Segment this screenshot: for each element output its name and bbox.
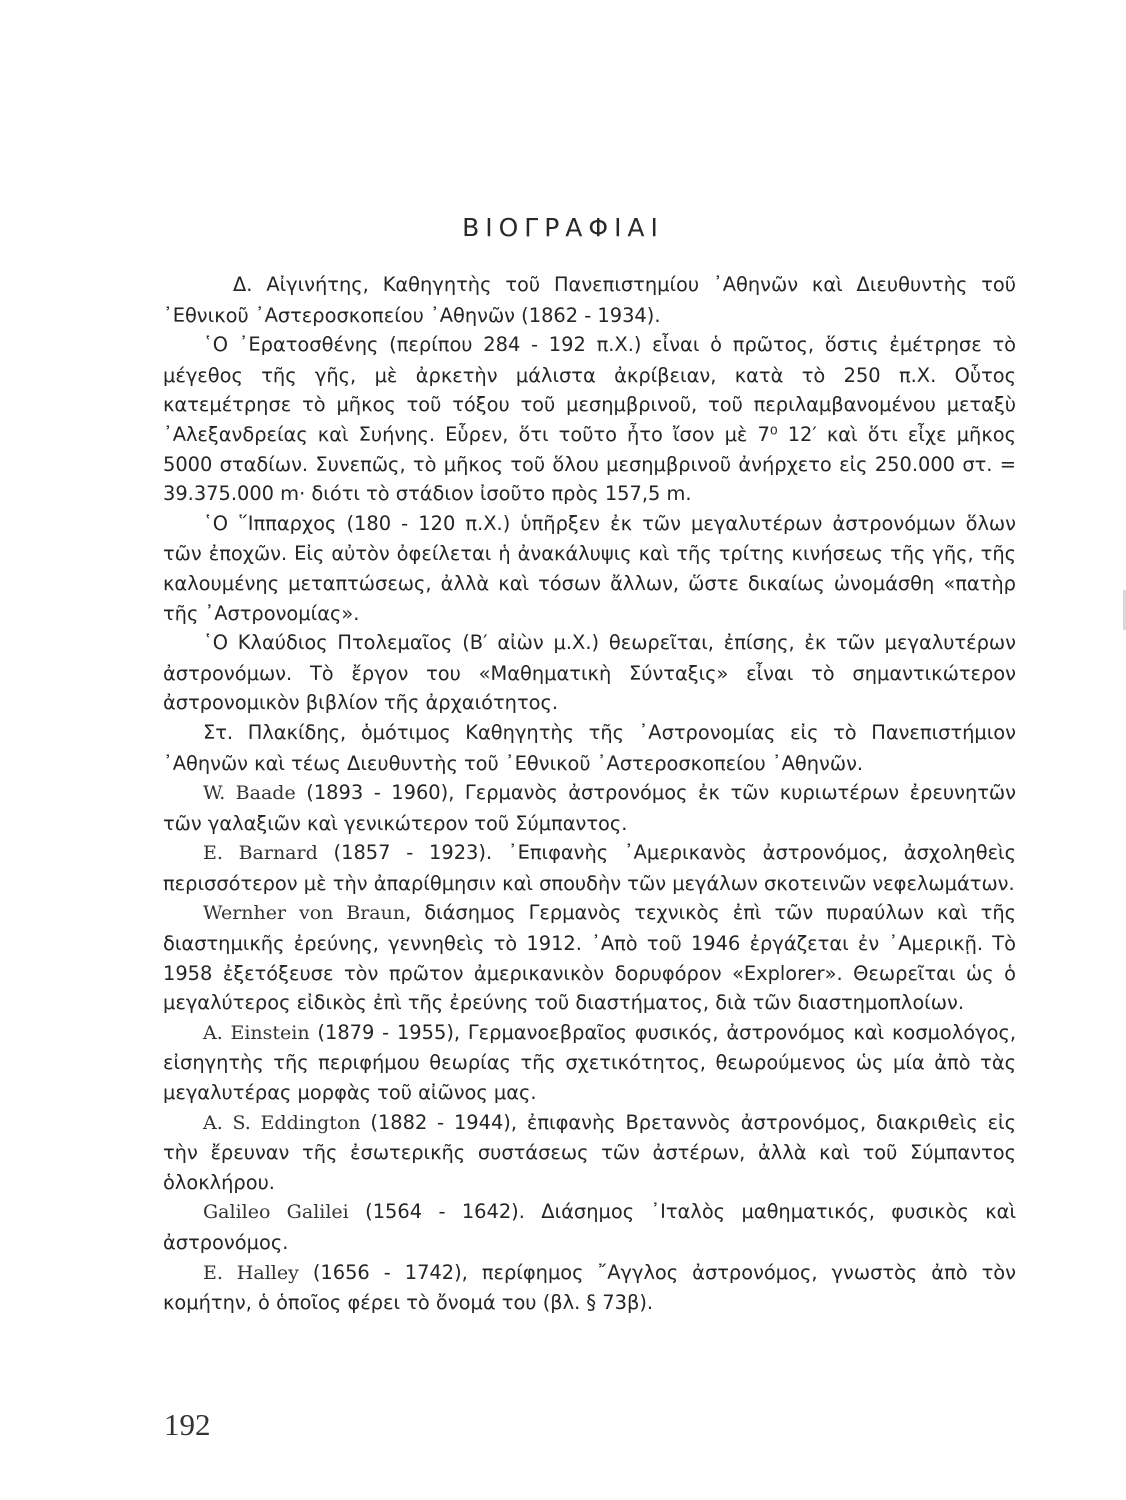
bio-text: Στ. Πλακίδης, ὁμότιμος Καθηγητὴς τῆς ᾿Αστρονομίας εἰς τὸ Πανεπιστήμιον ᾿Αθηνῶν καὶ τέως Διευθυντὴς τοῦ ᾿Εθνικοῦ ᾿Αστεροσκοπείου ᾿Αθηνῶν. — [163, 720, 1016, 775]
bio-entry — [163, 330, 1016, 509]
bio-name: A. S. Eddington — [203, 1111, 361, 1134]
bio-text: Δ. Αἰγινήτης, Καθηγητὴς τοῦ Πανεπιστημίου ᾿Αθηνῶν καὶ Διευθυντὴς τοῦ ᾿Εθνικοῦ ᾿Αστεροσκοπείου ᾿Αθηνῶν (1862 - 1934). — [163, 273, 1016, 327]
biographies-body — [163, 270, 1016, 1318]
bio-entry — [163, 778, 1016, 838]
bio-text: ῾Ο ᾿Ερατοσθένης (περίπου 284 - 192 π.Χ.) εἶναι ὁ πρῶτος, ὅστις ἐμέτρησε τὸ μέγεθος τῆς γῆς, μὲ ἀρκετὴν μάλιστα ἀκρίβειαν, κατὰ τὸ 250 π.Χ. Οὗτος κατεμέτρησε τὸ μῆκος τοῦ τόξου τοῦ μεσημβρινοῦ, τοῦ περιλαμβανομένου μεταξὺ ᾿Αλεξανδρείας καὶ Συήνης. Εὗρεν, ὅτι τοῦτο ἦτο ἴσον μὲ 7⁰ 12′ καὶ ὅτι εἶχε μῆκος 5000 σταδίων. Συνεπῶς, τὸ μῆκος τοῦ ὅλου μεσημβρινοῦ ἀνήρχετο εἰς 250.000 στ. = 39.375.000 m· διότι τὸ στάδιον ἰσοῦτο πρὸς 157,5 m. — [163, 333, 1016, 506]
bio-text: (1882 - 1944), ἐπιφανὴς Βρεταννὸς ἀστρονόμος, διακριθεὶς εἰς τὴν ἔρευναν τῆς ἐσωτερικῆς συστάσεως τῶν ἀστέρων, ἀλλὰ καὶ τοῦ Σύμπαντος ὁλοκλήρου. — [163, 1110, 1016, 1194]
bio-text: ῾Ο ῞Ιππαρχος (180 - 120 π.Χ.) ὑπῆρξεν ἐκ τῶν μεγαλυτέρων ἀστρονόμων ὅλων τῶν ἐποχῶν. Εἰς αὐτὸν ὀφείλεται ἡ ἀνακάλυψις καὶ τῆς τρίτης κινήσεως τῆς γῆς, τῆς καλουμένης μεταπτώσεως, ἀλλὰ καὶ τόσων ἄλλων, ὥστε δικαίως ὠνομάσθη «πατὴρ τῆς ᾿Αστρονομίας». — [163, 511, 1016, 625]
page-heading: ΒΙΟΓΡΑΦΙΑΙ — [462, 213, 664, 242]
bio-text: ῾Ο Κλαύδιος Πτολεμαῖος (Β′ αἰὼν μ.Χ.) θεωρεῖται, ἐπίσης, ἐκ τῶν μεγαλυτέρων ἀστρονόμων. Τὸ ἔργον του «Μαθηματικὴ Σύνταξις» εἶναι τὸ σημαντικώτερον ἀστρονομικὸν βιβλίον τῆς ἀρχαιότητος. — [163, 631, 1016, 715]
bio-text: (1656 - 1742), περίφημος ῎Αγγλος ἀστρονόμος, γνωστὸς ἀπὸ τὸν κομήτην, ὁ ὁποῖος φέρει τὸ ὄνομά του (βλ. § 73β). — [163, 1260, 1016, 1315]
bio-entry — [163, 898, 1016, 1017]
bio-name: W. Baade — [203, 782, 296, 805]
bio-text: (1893 - 1960), Γερμανὸς ἀστρονόμος ἐκ τῶν κυριωτέρων ἐρευνητῶν τῶν γαλαξιῶν καὶ γενικώτερον τοῦ Σύμπαντος. — [163, 781, 1016, 835]
bio-text: , διάσημος Γερμανὸς τεχνικὸς ἐπὶ τῶν πυραύλων καὶ τῆς διαστημικῆς ἐρεύνης, γεννηθεὶς τὸ 1912. ᾿Απὸ τοῦ 1946 ἐργάζεται ἐν ᾿Αμερικῇ. Τὸ 1958 ἐξετόξευσε τὸν πρῶτον ἀμερικανικὸν δορυφόρον «Explorer». Θεωρεῖται ὡς ὁ μεγαλύτερος εἰδικὸς ἐπὶ τῆς ἐρεύνης τοῦ διαστήματος, διὰ τῶν διαστημοπλοίων. — [163, 901, 1016, 1015]
page-number: 192 — [164, 1407, 211, 1442]
bio-name: E. Barnard — [203, 842, 318, 865]
bio-entry — [163, 1197, 1016, 1257]
bio-entry — [163, 718, 1016, 778]
bio-text: (1857 - 1923). ᾿Επιφανὴς ᾿Αμερικανὸς ἀστρονόμος, ἀσχοληθεὶς περισσότερον μὲ τὴν ἀπαρίθμησιν καὶ σπουδὴν τῶν μεγάλων σκοτεινῶν νεφελωμάτων. — [163, 841, 1016, 895]
bio-name: A. Einstein — [203, 1021, 310, 1044]
bio-entry — [163, 1258, 1016, 1318]
bio-entry — [163, 628, 1016, 718]
bio-text: (1879 - 1955), Γερμανοεβραῖος φυσικός, ἀστρονόμος καὶ κοσμολόγος, εἰσηγητὴς τῆς περιφήμου θεωρίας τῆς σχετικότητος, θεωρούμενος ὡς μία ἀπὸ τὰς μεγαλυτέρας μορφὰς τοῦ αἰῶνος μας. — [163, 1020, 1016, 1105]
bio-name: Wernher von Braun — [203, 902, 406, 925]
bio-name: E. Halley — [203, 1261, 299, 1284]
bio-name: Galileo Galilei — [203, 1201, 349, 1224]
bio-entry — [163, 1108, 1016, 1198]
bio-entry — [163, 838, 1016, 898]
bio-entry — [163, 270, 1016, 330]
bio-entry — [163, 509, 1016, 628]
bio-entry — [163, 1018, 1016, 1108]
bio-text: (1564 - 1642). Διάσημος ᾿Ιταλὸς μαθηματικός, φυσικὸς καὶ ἀστρονόμος. — [163, 1200, 1017, 1254]
